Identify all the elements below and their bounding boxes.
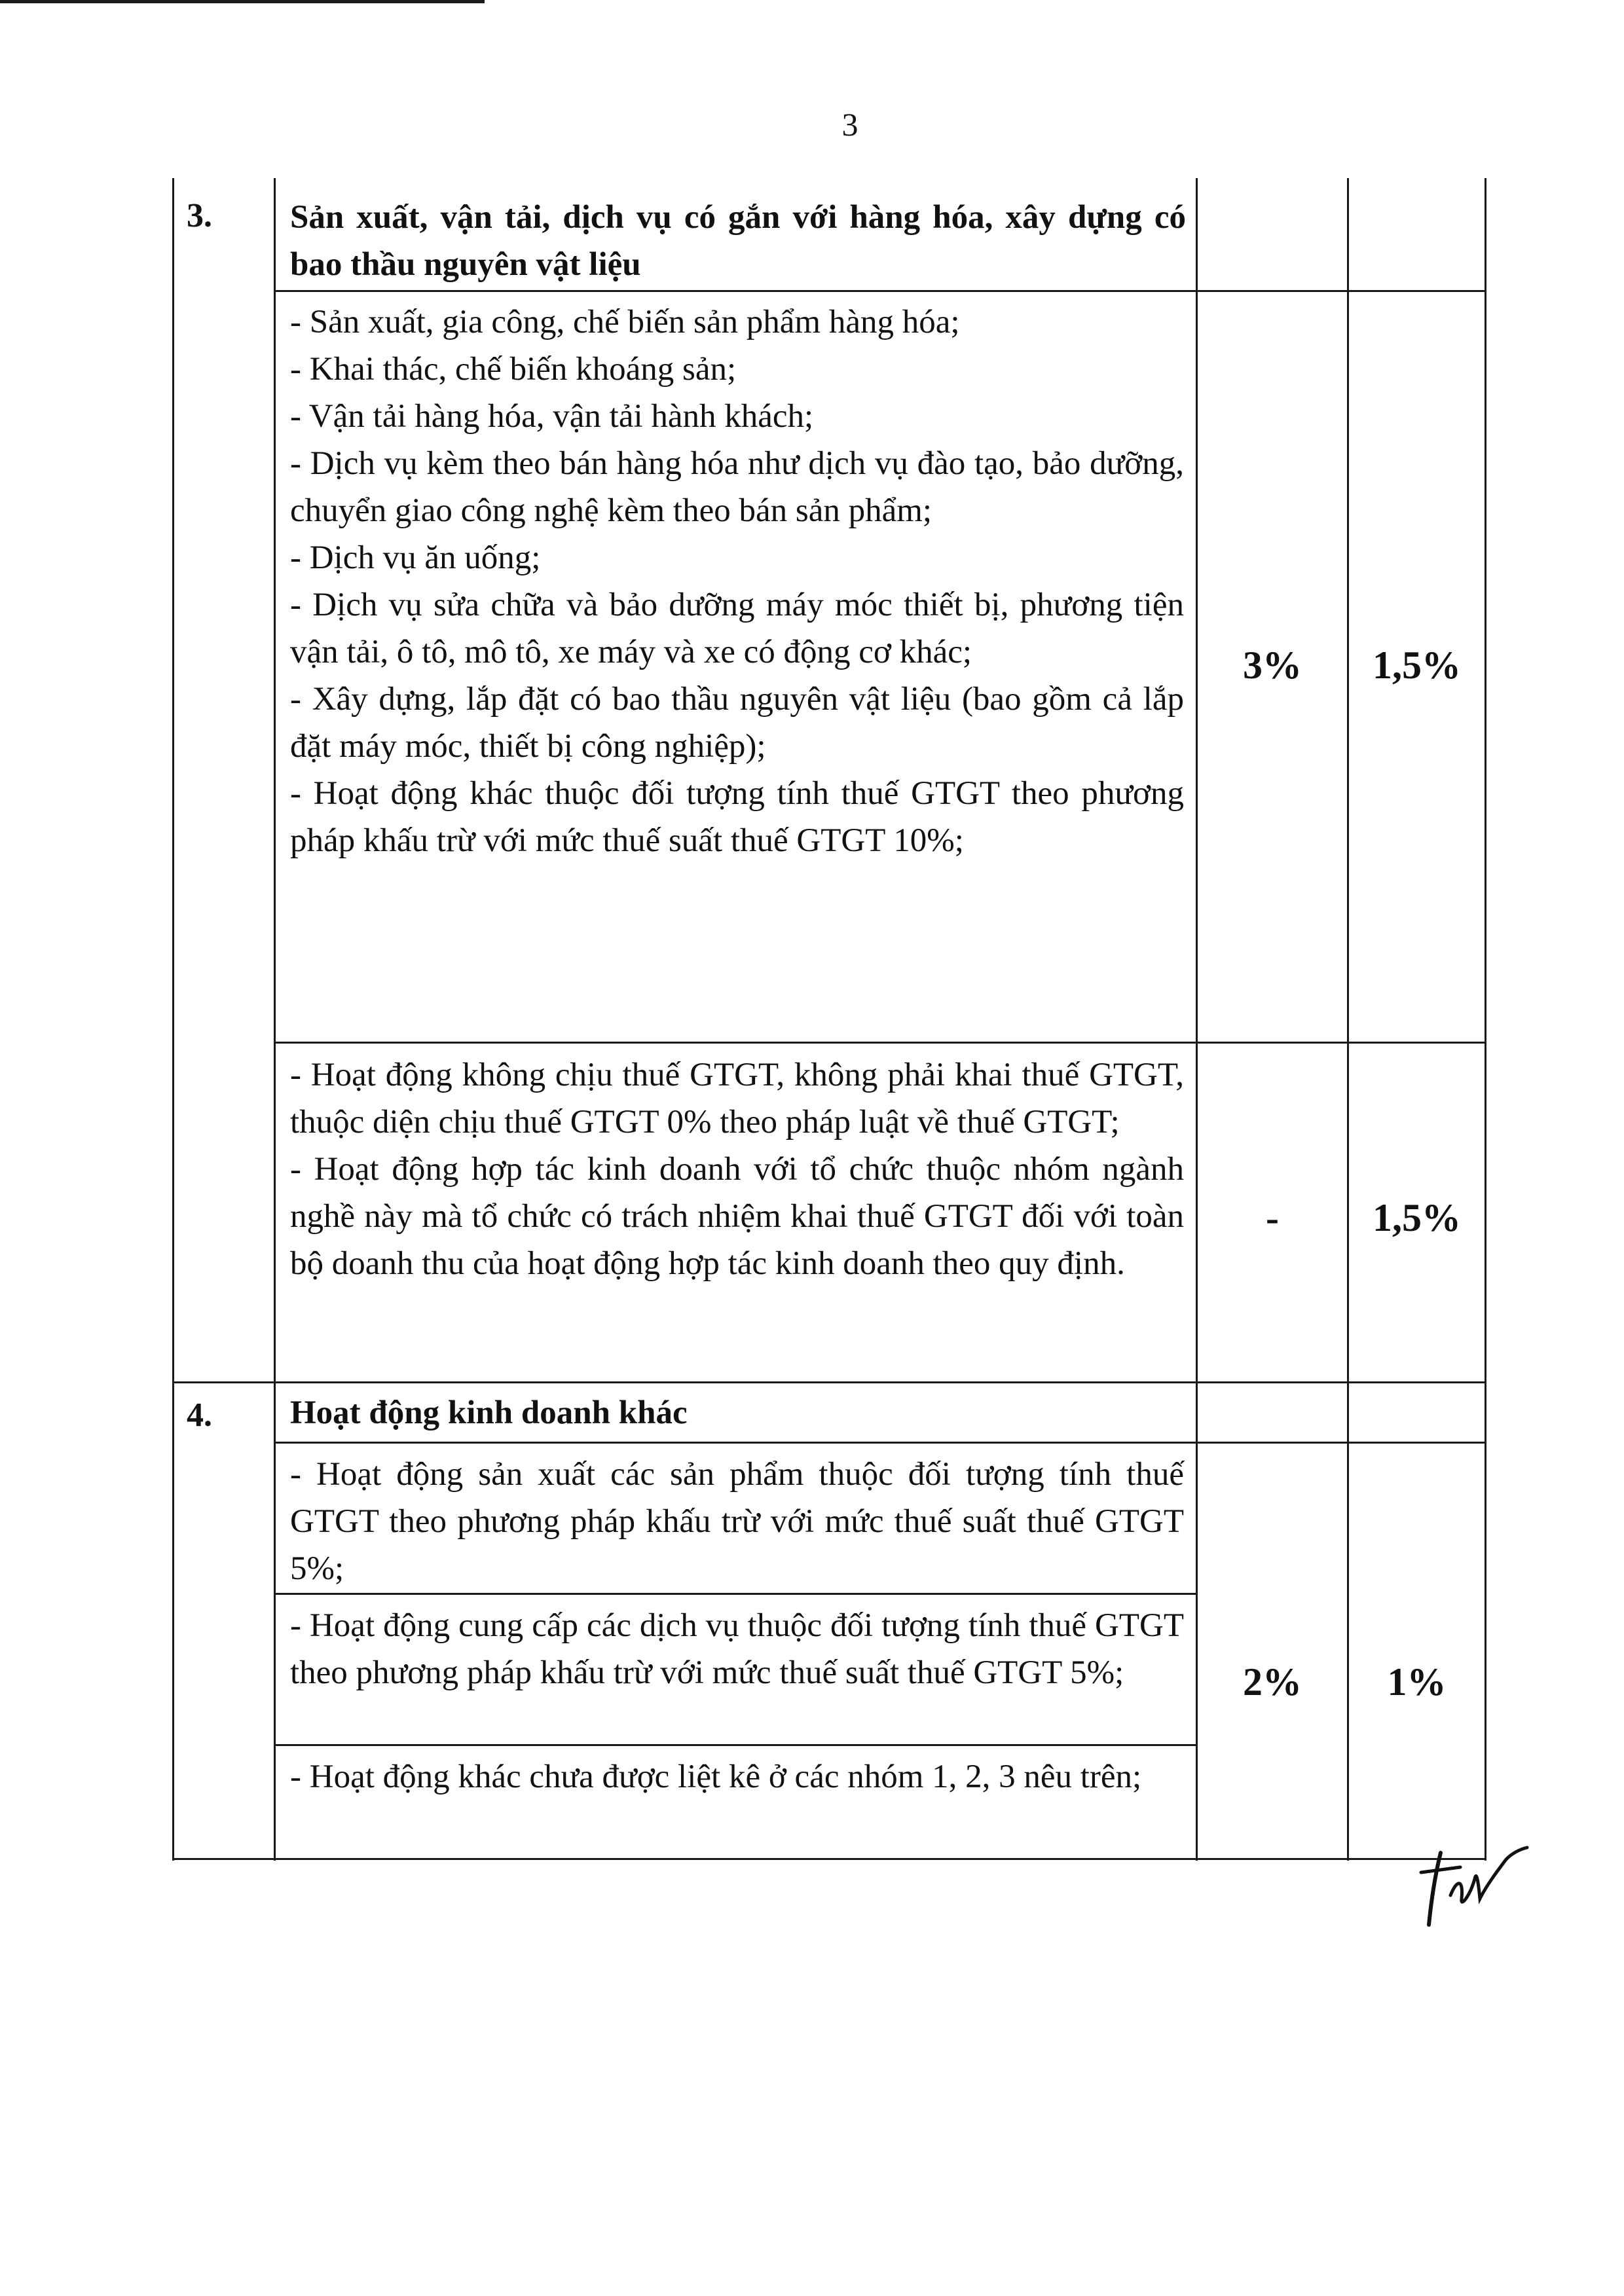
row-divider: [274, 1593, 1196, 1595]
row-divider: [274, 290, 1486, 292]
list-item: - Hoạt động khác thuộc đối tượng tính thuế GTGT theo phương pháp khấu trừ với mức thuế suất thuế GTGT 10%;: [290, 775, 1184, 859]
table-border-bottom: [172, 1858, 1486, 1860]
row-divider: [274, 1042, 1486, 1044]
list-item: - Hoạt động không chịu thuế GTGT, không phải khai thuế GTGT, thuộc diện chịu thuế GTGT 0% theo pháp luật về thuế GTGT;: [290, 1057, 1184, 1140]
section-number: 4.: [187, 1396, 212, 1434]
list-item: - Hoạt động hợp tác kinh doanh với tổ chức thuộc nhóm ngành nghề này mà tổ chức có trách nhiệm khai thuế GTGT đối với toàn bộ doanh thu của hoạt động hợp tác kinh doanh theo quy định.: [290, 1151, 1184, 1282]
vat-rate: 3%: [1243, 644, 1302, 687]
table-divider-vat: [1347, 178, 1349, 1861]
activity-list: [290, 1051, 1184, 1287]
list-item: - Hoạt động sản xuất các sản phẩm thuộc đối tượng tính thuế GTGT theo phương pháp khấu trừ với mức thuế suất thuế GTGT 5%;: [290, 1456, 1184, 1587]
table-divider-number: [274, 178, 276, 1861]
list-item: - Khai thác, chế biến khoáng sản;: [290, 351, 737, 388]
list-item: - Xây dựng, lắp đặt có bao thầu nguyên vật liệu (bao gồm cả lắp đặt máy móc, thiết bị công nghiệp);: [290, 681, 1184, 765]
list-item: - Hoạt động khác chưa được liệt kê ở các nhóm 1, 2, 3 nêu trên;: [290, 1758, 1142, 1795]
table-border-right: [1485, 178, 1486, 1861]
pit-rate: 1,5%: [1373, 1196, 1461, 1239]
section-title: Hoạt động kinh doanh khác: [290, 1394, 688, 1431]
handwritten-signature: [1414, 1833, 1532, 1931]
page-number: 3: [841, 106, 858, 143]
activity-list: [290, 299, 1184, 864]
list-item: - Dịch vụ ăn uống;: [290, 539, 541, 576]
section-title: Sản xuất, vận tải, dịch vụ có gắn với hàng hóa, xây dựng có bao thầu nguyên vật liệu: [290, 199, 1186, 283]
list-item: - Dịch vụ sửa chữa và bảo dưỡng máy móc thiết bị, phương tiện vận tải, ô tô, mô tô, xe máy và xe có động cơ khác;: [290, 587, 1184, 670]
pit-rate: 1,5%: [1373, 644, 1461, 687]
list-item: - Sản xuất, gia công, chế biến sản phẩm hàng hóa;: [290, 304, 960, 340]
list-item: - Vận tải hàng hóa, vận tải hành khách;: [290, 398, 814, 435]
row-divider: [172, 1381, 1486, 1383]
top-rule: [0, 0, 485, 3]
pit-rate: 1%: [1387, 1660, 1447, 1704]
table-divider-activity: [1196, 178, 1198, 1861]
row-divider: [274, 1442, 1486, 1444]
row-divider: [274, 1744, 1196, 1746]
table-border-left: [172, 178, 174, 1861]
vat-rate: 2%: [1243, 1660, 1302, 1704]
section-number: 3.: [187, 197, 212, 234]
list-item: - Dịch vụ kèm theo bán hàng hóa như dịch vụ đào tạo, bảo dưỡng, chuyển giao công nghệ kèm theo bán sản phẩm;: [290, 445, 1184, 529]
vat-rate: -: [1266, 1196, 1279, 1239]
list-item: - Hoạt động cung cấp các dịch vụ thuộc đối tượng tính thuế GTGT theo phương pháp khấu trừ với mức thuế suất thuế GTGT 5%;: [290, 1607, 1184, 1691]
